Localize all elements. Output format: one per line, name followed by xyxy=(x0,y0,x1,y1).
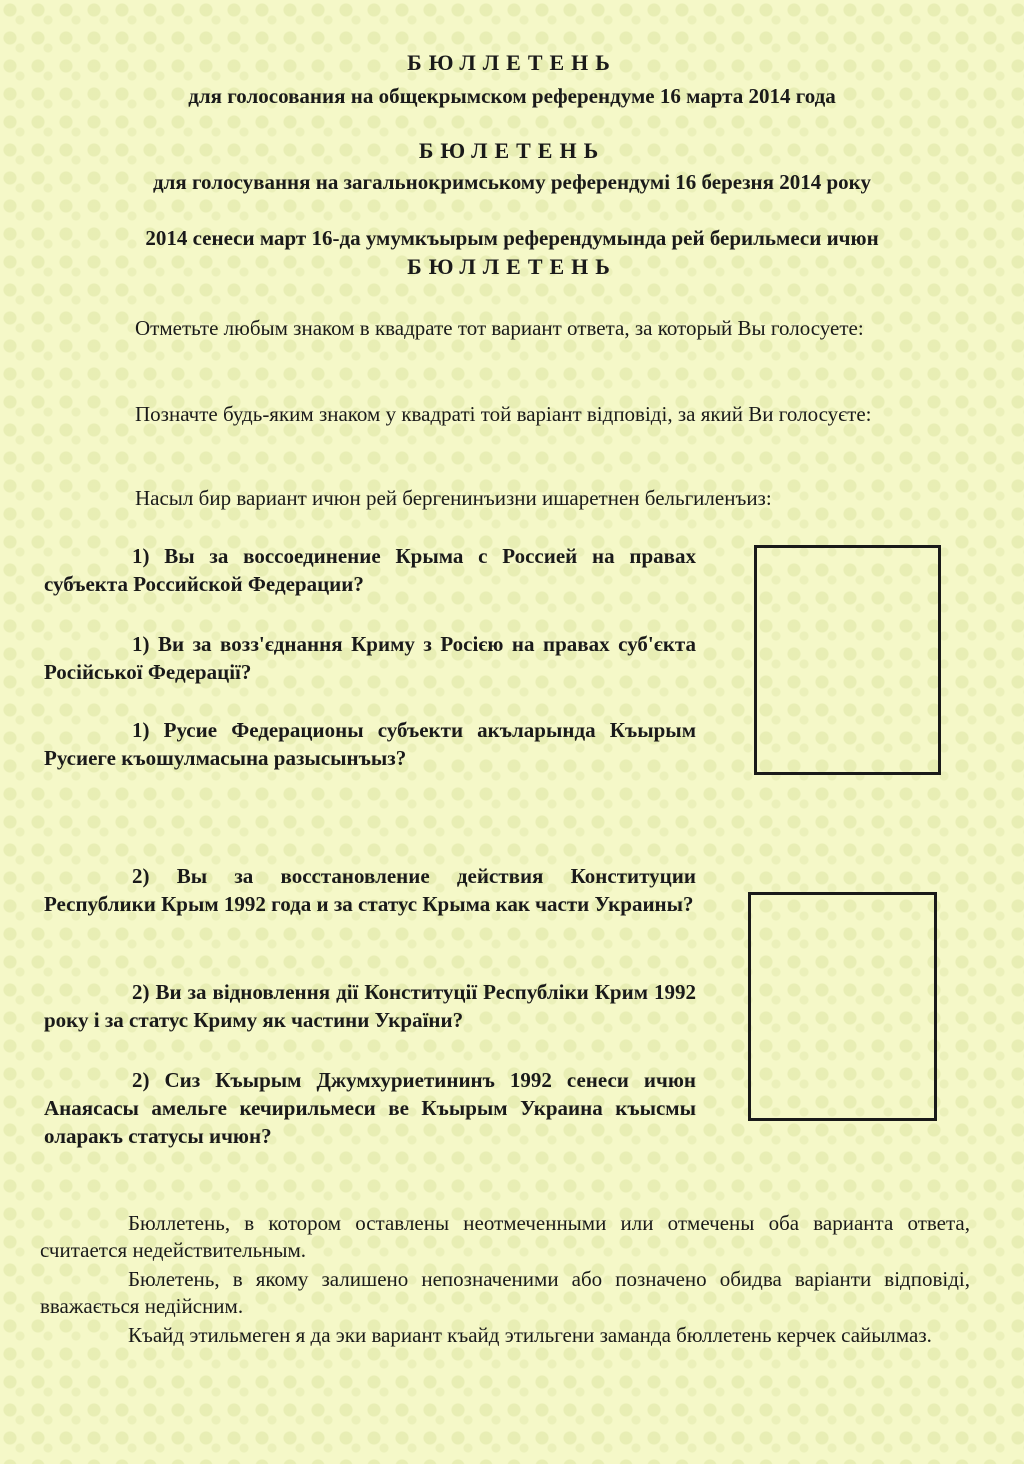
option-1-ru: 1) Вы за воссоединение Крыма с Россией на правах субъекта Российской Федерации? xyxy=(44,544,696,596)
option-2-checkbox[interactable] xyxy=(748,892,937,1121)
option-1-uk: 1) Ви за возз'єднання Криму з Росією на правах суб'єкта Російської Федерації? xyxy=(44,632,696,684)
instruction-ru: Отметьте любым знаком в квадрате тот вариант ответа, за который Вы голосуете: xyxy=(135,316,864,340)
title-crh: БЮЛЛЕТЕНЬ xyxy=(407,254,617,279)
note-ru: Бюллетень, в котором оставлены неотмеченными или отмечены оба варианта ответа, считается недействительным. xyxy=(40,1211,970,1262)
title-uk: БЮЛЕТЕНЬ xyxy=(418,138,606,163)
option-2-uk: 2) Ви за відновлення дії Конституції Республіки Крим 1992 року і за статус Криму як частини України? xyxy=(44,980,696,1032)
title-ru: БЮЛЛЕТЕНЬ xyxy=(407,50,617,75)
instruction-crh: Насыл бир вариант ичюн рей бергенинъизни ишаретнен бельгиленъиз: xyxy=(135,486,772,510)
instruction-uk: Позначте будь-яким знаком у квадраті той варіант відповіді, за який Ви голосуєте: xyxy=(135,402,872,426)
subtitle-ru: для голосования на общекрымском референдуме 16 марта 2014 года xyxy=(188,84,836,108)
option-1-crh: 1) Русие Федерационы субъекти акъларында Къырым Русиеге къошулмасына разысынъыз? xyxy=(44,718,696,770)
option-2-crh: 2) Сиз Къырым Джумхуриетининъ 1992 сенеси ичюн Анаясасы амельге кечирильмеси ве Къырым Украина къысмы оларакъ статусы ичюн? xyxy=(44,1068,696,1148)
option-2-ru: 2) Вы за восстановление действия Конституции Республики Крым 1992 года и за статус Крыма как части Украины? xyxy=(44,864,696,916)
note-crh: Къайд этильмеген я да эки вариант къайд этильгени заманда бюллетень керчек сайылмаз. xyxy=(128,1323,932,1347)
subtitle-uk: для голосування на загальнокримському референдумі 16 березня 2014 року xyxy=(153,170,871,194)
note-uk: Бюлетень, в якому залишено непозначеними або позначено обидва варіанти відповіді, вважається недійсним. xyxy=(40,1267,970,1318)
option-1-checkbox[interactable] xyxy=(754,545,941,775)
subtitle-crh: 2014 сенеси март 16-да умумкъырым референдумында рей берильмеси ичюн xyxy=(145,226,879,250)
